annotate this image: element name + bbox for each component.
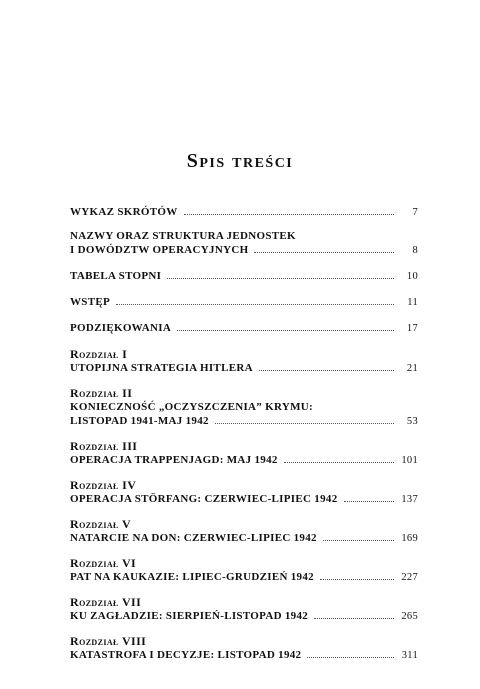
toc-line: [70, 648, 418, 663]
toc-line: [70, 229, 418, 243]
toc-page-number: 137: [401, 494, 418, 505]
toc-chapter-5: [70, 517, 418, 546]
chapter-title: OPERACJA TRAPPENJAGD: MAJ 1942: [70, 454, 278, 466]
toc-page-number: 227: [401, 572, 418, 583]
toc-entry-abbreviations: [70, 205, 418, 220]
dot-leader: [307, 657, 394, 658]
toc-page-number: 53: [406, 416, 418, 427]
toc-entry-title: WSTĘP: [70, 296, 111, 308]
toc-chapter-7: [70, 595, 418, 624]
dot-leader: [320, 579, 394, 580]
chapter-label: Rozdział I: [70, 347, 128, 361]
dot-leader: [215, 423, 394, 424]
toc-line: [70, 205, 418, 220]
toc-line: [70, 321, 418, 336]
toc-line: [70, 400, 418, 414]
toc-page-number: 10: [406, 271, 418, 282]
toc-line: [70, 609, 418, 624]
toc-line: [70, 570, 418, 585]
toc-chapter-3: [70, 439, 418, 468]
toc-title: Spis treści: [186, 150, 294, 172]
toc-page-number: 17: [406, 323, 418, 334]
chapter-title: UTOPIJNA STRATEGIA HITLERA: [70, 362, 253, 374]
toc-entry-ranks: [70, 269, 418, 284]
toc-page-number: 311: [401, 650, 418, 661]
toc-entry-title: NAZWY ORAZ STRUKTURA JEDNOSTEK: [70, 230, 296, 242]
chapter-label: Rozdział II: [70, 386, 133, 400]
toc-chapter-6: [70, 556, 418, 585]
chapter-label: Rozdział VII: [70, 595, 142, 609]
toc-line: [70, 492, 418, 507]
toc-entry-title-continued: I DOWÓDZTW OPERACYJNYCH: [70, 244, 249, 256]
toc-page-number: 169: [401, 533, 418, 544]
chapter-title: NATARCIE NA DON: CZERWIEC-LIPIEC 1942: [70, 532, 317, 544]
chapter-title: KU ZAGŁADZIE: SIERPIEŃ-LISTOPAD 1942: [70, 610, 309, 622]
toc-page-number: 21: [406, 363, 418, 374]
chapter-label: Rozdział VI: [70, 556, 137, 570]
dot-leader: [314, 618, 394, 619]
chapter-label: Rozdział III: [70, 439, 138, 453]
toc-entry-title: WYKAZ SKRÓTÓW: [70, 206, 178, 218]
dot-leader: [344, 501, 395, 502]
dot-leader: [284, 462, 394, 463]
dot-leader: [323, 540, 394, 541]
toc-line: [70, 531, 418, 546]
dot-leader: [184, 214, 395, 215]
toc-list: [70, 205, 418, 663]
toc-chapter-2: [70, 386, 418, 429]
toc-chapter-1: [70, 347, 418, 376]
toc-page-number: 101: [401, 455, 418, 466]
chapter-title: KATASTROFA I DECYZJE: LISTOPAD 1942: [70, 649, 302, 661]
toc-line: [70, 269, 418, 284]
chapter-title-continued: LISTOPAD 1941-MAJ 1942: [70, 415, 209, 427]
toc-chapter-8: [70, 634, 418, 663]
toc-chapter-4: [70, 478, 418, 507]
toc-entry-unit-names: [70, 229, 418, 258]
chapter-label: Rozdział V: [70, 517, 132, 531]
dot-leader: [167, 278, 394, 279]
dot-leader: [177, 330, 394, 331]
dot-leader: [259, 370, 394, 371]
toc-line: [70, 243, 418, 258]
toc-page-number: 8: [412, 245, 418, 256]
toc-page-number: 11: [407, 297, 418, 308]
dot-leader: [254, 252, 394, 253]
toc-entry-introduction: [70, 295, 418, 310]
dot-leader: [116, 304, 394, 305]
toc-entry-title: PODZIĘKOWANIA: [70, 322, 172, 334]
toc-line: [70, 361, 418, 376]
chapter-label: Rozdział VIII: [70, 634, 147, 648]
chapter-title: PAT NA KAUKAZIE: LIPIEC-GRUDZIEŃ 1942: [70, 571, 314, 583]
toc-line: [70, 295, 418, 310]
toc-page-number: 7: [412, 207, 418, 218]
chapter-label: Rozdział IV: [70, 478, 137, 492]
toc-entry-title: TABELA STOPNI: [70, 270, 162, 282]
toc-entry-acknowledgements: [70, 321, 418, 336]
toc-line: [70, 414, 418, 429]
toc-line: [70, 453, 418, 468]
chapter-title: KONIECZNOŚĆ „OCZYSZCZENIA” KRYMU:: [70, 401, 313, 413]
toc-page-number: 265: [401, 611, 418, 622]
chapter-title: OPERACJA STÖRFANG: CZERWIEC-LIPIEC 1942: [70, 493, 338, 505]
